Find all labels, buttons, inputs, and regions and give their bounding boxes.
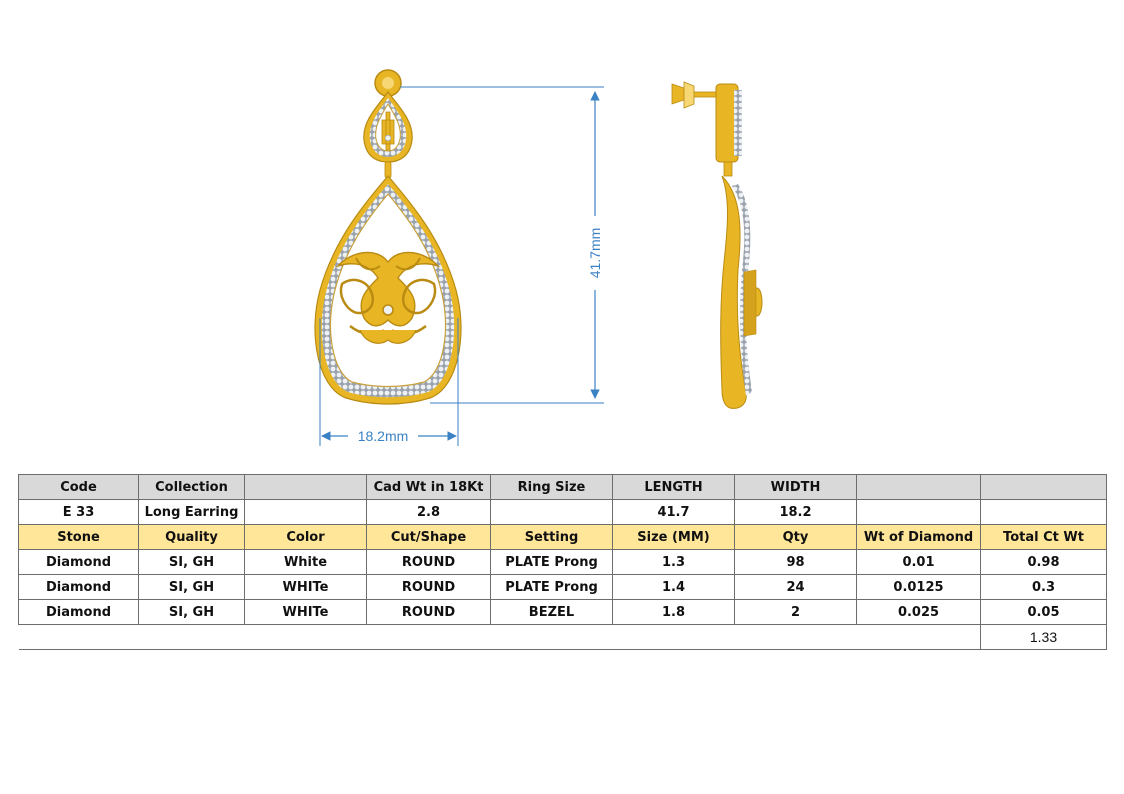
stone-cell: 0.0125 [857, 575, 981, 600]
length-dimension-label: 41.7mm [587, 227, 603, 279]
total-row [19, 625, 1107, 650]
stone-cell: 98 [735, 550, 857, 575]
stone-row [19, 600, 1107, 625]
header-cell: Cad Wt in 18Kt [367, 475, 491, 500]
header-cell: Ring Size [491, 475, 613, 500]
stone-header-cell: Qty [735, 525, 857, 550]
stone-header-cell: Wt of Diamond [857, 525, 981, 550]
stone-cell: SI, GH [139, 575, 245, 600]
side-post-and-butterfly [672, 82, 718, 108]
header-cell [857, 475, 981, 500]
stone-cell: PLATE Prong [491, 550, 613, 575]
stone-cell: WHITe [245, 575, 367, 600]
stone-cell: 1.4 [613, 575, 735, 600]
empty-cell [613, 625, 735, 650]
stone-header-row [19, 525, 1107, 550]
earring-side-view [672, 82, 762, 408]
info-cell [981, 500, 1107, 525]
info-cell: 2.8 [367, 500, 491, 525]
stone-header-cell: Size (MM) [613, 525, 735, 550]
header-cell: Collection [139, 475, 245, 500]
stone-header-cell: Stone [19, 525, 139, 550]
stone-header-cell: Cut/Shape [367, 525, 491, 550]
stone-header-cell: Color [245, 525, 367, 550]
stone-row [19, 575, 1107, 600]
stone-cell: Diamond [19, 600, 139, 625]
empty-cell [245, 625, 367, 650]
header-cell: LENGTH [613, 475, 735, 500]
empty-cell [367, 625, 491, 650]
earring-front-view [315, 70, 461, 404]
stone-header-cell: Quality [139, 525, 245, 550]
side-body [721, 176, 762, 408]
specification-table [18, 474, 1107, 650]
stone-cell: 1.3 [613, 550, 735, 575]
header-cell: Code [19, 475, 139, 500]
empty-cell [19, 625, 139, 650]
stone-cell: Diamond [19, 550, 139, 575]
stone-cell: 1.8 [613, 600, 735, 625]
side-top-drop [716, 84, 742, 162]
spec-info-row [19, 500, 1107, 525]
info-cell [491, 500, 613, 525]
stone-header-cell: Total Ct Wt [981, 525, 1107, 550]
info-cell: 18.2 [735, 500, 857, 525]
empty-cell [139, 625, 245, 650]
stone-cell: BEZEL [491, 600, 613, 625]
spec-header-row [19, 475, 1107, 500]
stone-cell: 0.3 [981, 575, 1107, 600]
total-ct-wt-value: 1.33 [981, 625, 1107, 650]
stone-cell: WHITe [245, 600, 367, 625]
empty-cell [491, 625, 613, 650]
info-cell [245, 500, 367, 525]
stone-cell: SI, GH [139, 550, 245, 575]
stone-cell: White [245, 550, 367, 575]
empty-cell [735, 625, 857, 650]
header-cell [981, 475, 1107, 500]
stone-row [19, 550, 1107, 575]
stone-cell: ROUND [367, 550, 491, 575]
stone-cell: Diamond [19, 575, 139, 600]
stone-cell: PLATE Prong [491, 575, 613, 600]
stone-cell: 0.98 [981, 550, 1107, 575]
header-cell: WIDTH [735, 475, 857, 500]
stone-header-cell: Setting [491, 525, 613, 550]
info-cell [857, 500, 981, 525]
top-pear-drop [364, 92, 412, 162]
stone-cell: 0.025 [857, 600, 981, 625]
stone-cell: 24 [735, 575, 857, 600]
stone-cell: ROUND [367, 575, 491, 600]
info-cell: 41.7 [613, 500, 735, 525]
stone-cell: 0.01 [857, 550, 981, 575]
stone-cell: SI, GH [139, 600, 245, 625]
info-cell: Long Earring [139, 500, 245, 525]
width-dimension-label: 18.2mm [357, 428, 409, 444]
empty-cell [857, 625, 981, 650]
stone-cell: 0.05 [981, 600, 1107, 625]
stone-cell: 2 [735, 600, 857, 625]
info-cell: E 33 [19, 500, 139, 525]
header-cell [245, 475, 367, 500]
stone-cell: ROUND [367, 600, 491, 625]
